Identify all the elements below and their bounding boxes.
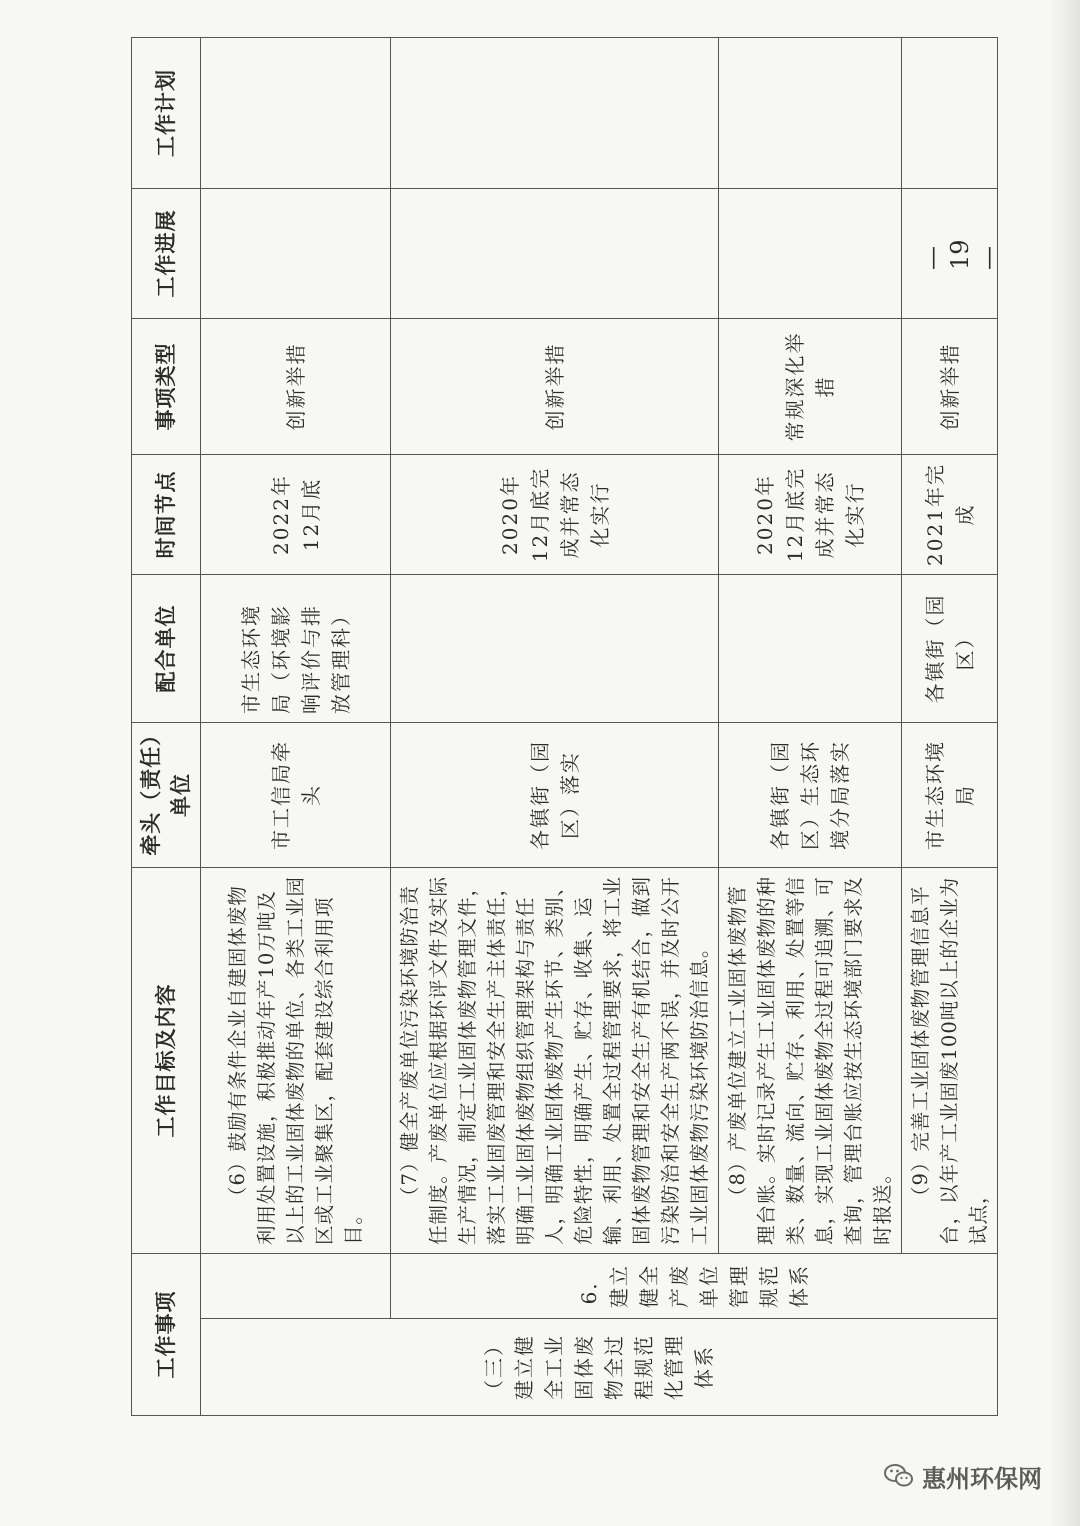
page-edge-shadow <box>1050 0 1080 1526</box>
header-plan: 工作计划 <box>132 38 201 189</box>
header-type: 事项类型 <box>132 319 201 455</box>
plan-cell <box>201 38 391 189</box>
watermark <box>884 1456 1042 1496</box>
plan-cell <box>719 38 902 189</box>
time-cell: 2021年完成 <box>902 455 998 575</box>
type-cell: 创新举措 <box>201 319 391 455</box>
coop-unit-cell: 各镇街（园区） <box>902 575 998 723</box>
plan-cell <box>902 38 998 189</box>
header-coop-unit: 配合单位 <box>132 575 201 723</box>
header-content: 工作目标及内容 <box>132 868 201 1254</box>
header-task: 工作事项 <box>132 1254 201 1416</box>
subtask-cell: 6．建立健全产废单位管理规范体系 <box>391 1254 998 1319</box>
content-cell: （9）完善工业固体废物管理信息平台，以年产工业固废100吨以上的企业为试点， <box>902 868 998 1254</box>
type-cell: 常规深化举措 <box>719 319 902 455</box>
table-row <box>391 38 719 1416</box>
lead-unit-cell: 各镇街（园区）生态环境分局落实 <box>719 723 902 868</box>
coop-unit-cell: 市生态环境局（环境影响评价与排放管理科） <box>201 575 391 723</box>
page-number: —19— <box>918 239 1002 270</box>
watermark-text: 惠州环保网 <box>922 1464 1042 1493</box>
header-lead-unit: 牵头（责任）单位 <box>132 723 201 868</box>
lead-unit-cell: 市工信局牵头 <box>201 723 391 868</box>
time-cell: 2022年12月底 <box>201 455 391 575</box>
lead-unit-cell: 市生态环境局 <box>902 723 998 868</box>
wechat-icon <box>884 1463 914 1489</box>
content-cell: （6）鼓励有条件企业自建固体废物利用处置设施，积极推动年产10万吨及以上的工业固体废物的单位、各类工业园区或工业聚集区，配套建设综合利用项目。 <box>201 868 391 1254</box>
progress-cell <box>391 189 719 319</box>
header-time: 时间节点 <box>132 455 201 575</box>
table-row <box>201 38 391 1416</box>
table-row <box>719 38 902 1416</box>
lead-unit-cell: 各镇街（园区）落实 <box>391 723 719 868</box>
time-cell: 2020年12月底完成并常态化实行 <box>719 455 902 575</box>
header-progress: 工作进展 <box>132 189 201 319</box>
content-cell: （8）产废单位建立工业固体废物管理台账。实时记录产生工业固体废物的种类、数量、流向、贮存、利用、处置等信息，实现工业固体废物全过程可追溯、可查询，管理台账应按生态环境部门要求及时报送。 <box>719 868 902 1254</box>
plan-cell <box>391 38 719 189</box>
coop-unit-cell <box>719 575 902 723</box>
type-cell: 创新举措 <box>902 319 998 455</box>
content-cell: （7）健全产废单位污染环境防治责任制度。产废单位应根据环评文件及实际生产情况，制定工业固体废物管理文件，落实工业固废管理和安全生产主体责任，明确工业固体废物组织管理架构与责任人，明确工业固体废物产生环节、类别、危险特性，明确产生、贮存、收集、运输、利用、处置全过程管理要求，将工业固体废物管理和安全生产有机结合，做到污染防治和安全生产两不误，并及时公开工业固体废物污染环境防治信息。 <box>391 868 719 1254</box>
work-plan-table <box>131 37 998 1416</box>
coop-unit-cell <box>391 575 719 723</box>
type-cell: 创新举措 <box>391 319 719 455</box>
section-cell: （三）建立健全工业固体废物全过程规范化管理体系 <box>201 1319 998 1416</box>
progress-cell <box>719 189 902 319</box>
progress-cell <box>201 189 391 319</box>
header-row <box>132 38 201 1416</box>
subtask-cell-empty <box>201 1254 391 1319</box>
time-cell: 2020年12月底完成并常态化实行 <box>391 455 719 575</box>
